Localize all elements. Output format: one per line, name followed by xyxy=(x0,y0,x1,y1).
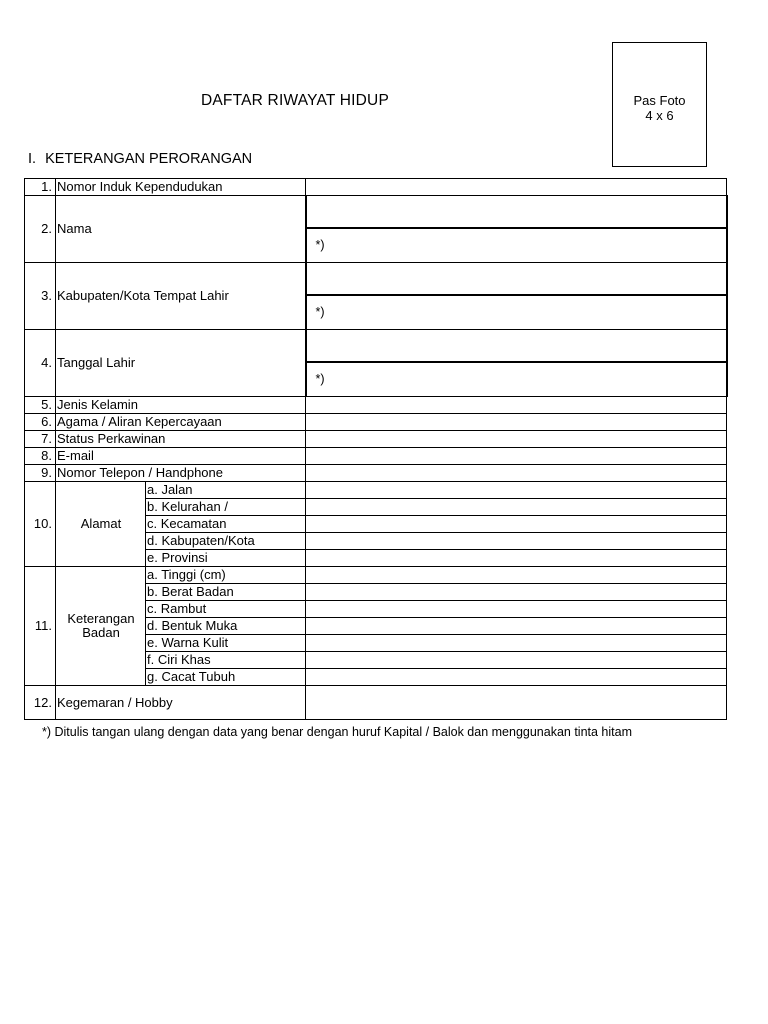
face-shape-field[interactable] xyxy=(306,618,727,635)
page-title: DAFTAR RIWAYAT HIDUP xyxy=(201,92,389,109)
row-number: 6. xyxy=(25,414,56,431)
row-label: Kegemaran / Hobby xyxy=(56,686,306,720)
row-number: 1. xyxy=(25,179,56,196)
birthplace-handwritten-field[interactable] xyxy=(307,296,726,329)
row-label: Jenis Kelamin xyxy=(56,397,306,414)
table-row xyxy=(25,465,727,482)
table-row xyxy=(25,686,727,720)
hobby-field[interactable] xyxy=(306,686,727,720)
hair-field[interactable] xyxy=(306,601,727,618)
photo-label: Pas Foto xyxy=(633,93,686,108)
address-city-field[interactable] xyxy=(306,533,727,550)
disability-field[interactable] xyxy=(306,669,727,686)
address-district-field[interactable] xyxy=(306,516,727,533)
row-label: Kabupaten/Kota Tempat Lahir xyxy=(56,263,306,330)
address-province-field[interactable] xyxy=(306,550,727,567)
sub-label: b. Berat Badan xyxy=(146,584,306,601)
distinguishing-mark-field[interactable] xyxy=(306,652,727,669)
row-number: 7. xyxy=(25,431,56,448)
weight-field[interactable] xyxy=(306,584,727,601)
row-label: Nomor Telepon / Handphone xyxy=(56,465,306,482)
height-field[interactable] xyxy=(306,567,727,584)
sub-label: d. Kabupaten/Kota xyxy=(146,533,306,550)
handwritten-note-marker: *) xyxy=(315,238,325,252)
table-row xyxy=(25,414,727,431)
row-number: 2. xyxy=(25,196,56,263)
photo-placeholder xyxy=(612,42,707,167)
sub-label: e. Provinsi xyxy=(146,550,306,567)
row-number: 10. xyxy=(25,482,56,567)
name-typed-field[interactable] xyxy=(307,196,726,229)
address-street-field[interactable] xyxy=(306,482,727,499)
sub-label: a. Tinggi (cm) xyxy=(146,567,306,584)
birthdate-field[interactable] xyxy=(306,330,727,397)
row-label: Agama / Aliran Kepercayaan xyxy=(56,414,306,431)
table-row xyxy=(25,431,727,448)
marital-status-field[interactable] xyxy=(306,431,727,448)
row-number: 8. xyxy=(25,448,56,465)
row-number: 4. xyxy=(25,330,56,397)
section-heading xyxy=(28,151,252,167)
sub-label: e. Warna Kulit xyxy=(146,635,306,652)
row-number: 11. xyxy=(25,567,56,686)
personal-info-table xyxy=(24,178,728,720)
section-title: KETERANGAN PERORANGAN xyxy=(45,151,253,167)
nik-field[interactable] xyxy=(306,179,727,196)
row-label-line: Keterangan xyxy=(67,611,135,626)
skin-color-field[interactable] xyxy=(306,635,727,652)
birthdate-handwritten-field[interactable] xyxy=(307,363,726,396)
footnote: *) Ditulis tangan ulang dengan data yang benar dengan huruf Kapital / Balok dan menggunakan tinta hitam xyxy=(42,725,633,739)
sub-label: c. Rambut xyxy=(146,601,306,618)
handwritten-note-marker: *) xyxy=(315,305,325,319)
row-number: 5. xyxy=(25,397,56,414)
section-number: I. xyxy=(28,151,37,167)
table-row xyxy=(25,330,727,397)
row-label: Tanggal Lahir xyxy=(56,330,306,397)
table-row xyxy=(25,196,727,263)
photo-size: 4 x 6 xyxy=(645,108,674,123)
row-label-line: Badan xyxy=(82,625,120,640)
sub-label: c. Kecamatan xyxy=(146,516,306,533)
row-number: 3. xyxy=(25,263,56,330)
row-label: Nama xyxy=(56,196,306,263)
row-number: 9. xyxy=(25,465,56,482)
row-label xyxy=(56,567,146,686)
sub-label: f. Ciri Khas xyxy=(146,652,306,669)
gender-field[interactable] xyxy=(306,397,727,414)
table-row xyxy=(25,397,727,414)
row-label: Alamat xyxy=(56,482,146,567)
table-row xyxy=(25,179,727,196)
name-handwritten-field[interactable] xyxy=(307,229,726,262)
table-row xyxy=(25,448,727,465)
phone-field[interactable] xyxy=(306,465,727,482)
birthplace-typed-field[interactable] xyxy=(307,263,726,296)
name-field[interactable] xyxy=(306,196,727,263)
table-row xyxy=(25,567,727,584)
birthdate-typed-field[interactable] xyxy=(307,330,726,363)
table-row xyxy=(25,482,727,499)
sub-label: g. Cacat Tubuh xyxy=(146,669,306,686)
row-number: 12. xyxy=(25,686,56,720)
sub-label: a. Jalan xyxy=(146,482,306,499)
table-row xyxy=(25,263,727,330)
row-label: E-mail xyxy=(56,448,306,465)
row-label: Status Perkawinan xyxy=(56,431,306,448)
sub-label: b. Kelurahan / xyxy=(146,499,306,516)
handwritten-note-marker: *) xyxy=(315,372,325,386)
address-village-field[interactable] xyxy=(306,499,727,516)
religion-field[interactable] xyxy=(306,414,727,431)
sub-label: d. Bentuk Muka xyxy=(146,618,306,635)
email-field[interactable] xyxy=(306,448,727,465)
birthplace-field[interactable] xyxy=(306,263,727,330)
row-label: Nomor Induk Kependudukan xyxy=(56,179,306,196)
